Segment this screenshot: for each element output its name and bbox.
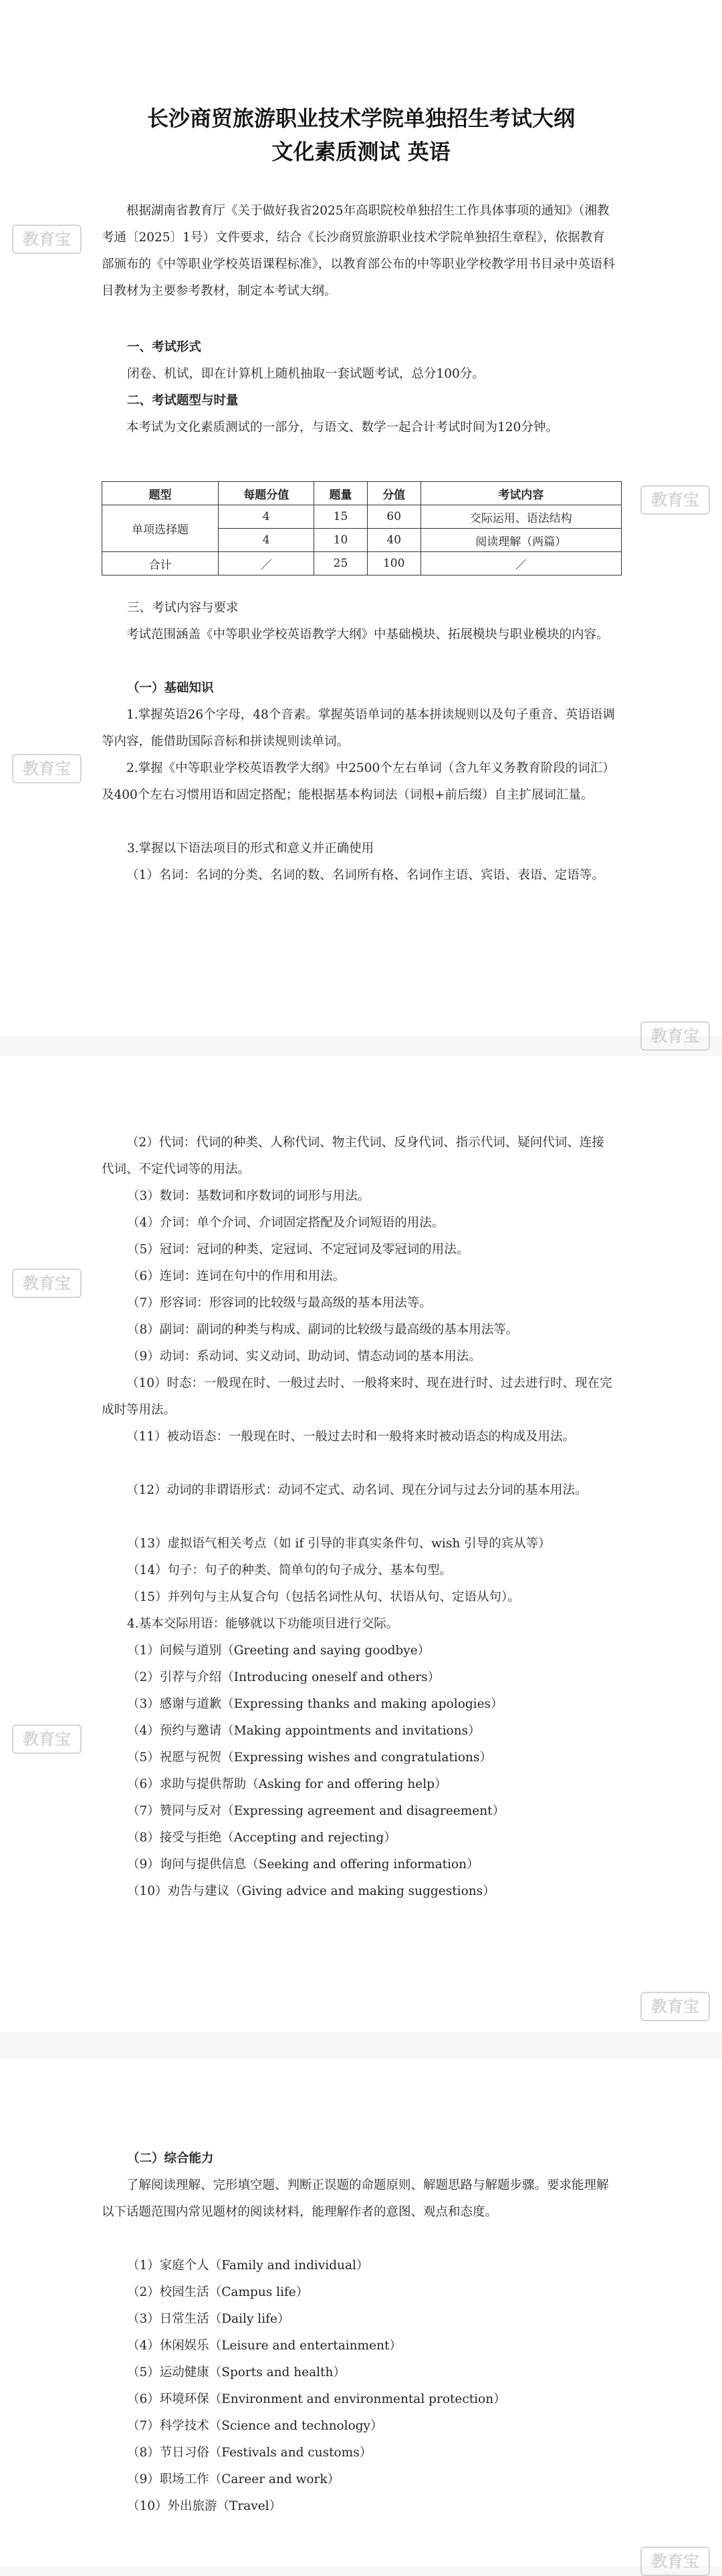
question-types-text: 本考试为文化素质测试的一部分，与语文、数学一起合计考试时间为120分钟。: [126, 420, 558, 434]
grammar-item-adverbs: （8）副词：副词的种类与构成、副词的比较级与最高级的基本用法等。: [127, 1323, 519, 1337]
topic-item: （9）职场工作（Career and work）: [127, 2472, 340, 2486]
intro-paragraph: 根据湖南省教育厅《关于做好我省2025年高职院校单独招生工作具体事项的通知》（湘教考通〔2025〕1号）文件要求，结合《长沙商贸旅游职业技术学院单独招生章程》，依据教育部颁布的《中等职业学校英语课程标准》，以教育部公布的中等职业学校教学用书目录中英语科目教材为主要参考教材，制定本考试大纲。: [102, 204, 615, 298]
table-cell: ／: [219, 552, 314, 575]
exam-form-text: 闭卷、机试，即在计算机上随机抽取一套试题考试，总分100分。: [127, 367, 485, 381]
section-heading-exam-form: 一、考试形式: [127, 340, 202, 354]
topic-item: （4）休闲娱乐（Leisure and entertainment）: [127, 2339, 402, 2353]
function-item: （10）劝告与建议（Giving advice and making suggestions）: [127, 1884, 495, 1898]
topic-item: （1）家庭个人（Family and individual）: [127, 2259, 369, 2273]
grammar-item-clauses: （15）并列句与主从复合句（包括名词性从句、状语从句、定语从句）。: [127, 1590, 520, 1604]
grammar-item-adjectives: （7）形容词：形容词的比较级与最高级的基本用法等。: [127, 1296, 432, 1310]
watermark-logo: 教育宝: [640, 2547, 710, 2576]
function-item: （5）祝愿与祝贺（Expressing wishes and congratulations）: [127, 1751, 492, 1765]
watermark-logo: 教育宝: [640, 485, 710, 515]
exam-structure-table: [102, 481, 622, 575]
watermark-logo: 教育宝: [640, 1992, 710, 2021]
function-item: （3）感谢与道歉（Expressing thanks and making apologies）: [127, 1697, 503, 1711]
section-heading-question-types: 二、考试题型与时量: [127, 394, 239, 408]
watermark-logo: 教育宝: [12, 225, 82, 254]
table-cell: ／: [420, 552, 621, 575]
table-cell: 合计: [102, 552, 219, 575]
table-header-cell: 题型: [102, 482, 219, 505]
topic-item: （3）日常生活（Daily life）: [127, 2312, 290, 2326]
function-item: （6）求助与提供帮助（Asking for and offering help）: [127, 1777, 447, 1791]
function-item: （1）问候与道别（Greeting and saying goodbye）: [127, 1644, 431, 1658]
grammar-item-nonfinite: （12）动词的非谓语形式：动词不定式、动名词、现在分词与过去分词的基本用法。: [126, 1483, 588, 1497]
table-row: [102, 505, 622, 529]
table-header-cell: 每题分值: [219, 482, 314, 505]
table-cell: 40: [367, 529, 420, 552]
subsection-heading-ability: （二）综合能力: [127, 2152, 214, 2166]
grammar-item-passive: （11）被动语态：一般现在时、一般过去时和一般将来时被动语态的构成及用法。: [126, 1430, 576, 1444]
watermark-logo: 教育宝: [12, 1724, 82, 1754]
watermark-logo: 教育宝: [12, 754, 82, 783]
grammar-item-prepositions: （4）介词：单个介词、介词固定搭配及介词短语的用法。: [127, 1216, 445, 1230]
grammar-item-verbs: （9）动词：系动词、实义动词、助动词、情态动词的基本用法。: [127, 1349, 481, 1364]
document-page-2: [0, 1056, 722, 2032]
topic-item: （7）科学技术（Science and technology）: [127, 2419, 383, 2433]
section-heading-content: 三、考试内容与要求: [127, 601, 239, 615]
ability-paragraph: 了解阅读理解、完形填空题、判断正误题的命题原则、解题思路与解题步骤。要求能理解以下话题范围内常见题材的阅读材料，能理解作者的意图、观点和态度。: [102, 2178, 609, 2219]
topic-item: （10）外出旅游（Travel）: [127, 2499, 282, 2513]
topic-item: （6）环境环保（Environment and environmental protection）: [127, 2392, 506, 2406]
table-cell: 60: [367, 505, 420, 529]
watermark-logo: 教育宝: [640, 1021, 710, 1051]
watermark-logo: 教育宝: [12, 1269, 82, 1298]
table-header-cell: 分值: [367, 482, 420, 505]
table-cell: 交际运用、语法结构: [420, 505, 621, 529]
grammar-item-conjunctions: （6）连词：连词在句中的作用和用法。: [127, 1269, 346, 1283]
table-cell: 4: [219, 529, 314, 552]
table-cell-type: 单项选择题: [102, 505, 219, 552]
knowledge-item-3: 3.掌握以下语法项目的形式和意义并正确使用: [127, 842, 374, 856]
document-page-1: [0, 0, 722, 1045]
function-item: （7）赞同与反对（Expressing agreement and disagreement）: [127, 1804, 505, 1818]
table-header-cell: 题量: [314, 482, 368, 505]
grammar-item-nouns: （1）名词：名词的分类、名词的数、名词所有格、名词作主语、宾语、表语、定语等。: [126, 868, 604, 882]
document-page-3: [0, 2059, 722, 2571]
topic-item: （5）运动健康（Sports and health）: [127, 2365, 346, 2379]
document-title: 长沙商贸旅游职业技术学院单独招生考试大纲: [146, 106, 575, 131]
grammar-item-numerals: （3）数词：基数词和序数词的词形与用法。: [127, 1189, 370, 1203]
table-cell: 10: [314, 529, 368, 552]
grammar-item-tenses: （10）时态：一般现在时、一般过去时、一般将来时、现在进行时、过去进行时、现在完成时等用法。: [102, 1376, 612, 1417]
knowledge-item-1: 1.掌握英语26个字母，48个音素。掌握英语单词的基本拼读规则以及句子重音、英语语调等内容，能借助国际音标和拼读规则读单词。: [102, 708, 615, 749]
table-cell: 4: [219, 505, 314, 529]
topic-item: （8）节日习俗（Festivals and customs）: [127, 2446, 372, 2460]
grammar-item-pronouns: （2）代词：代词的种类、人称代词、物主代词、反身代词、指示代词、疑问代词、连接代词、不定代词等的用法。: [102, 1136, 604, 1176]
table-header-row: [102, 482, 622, 505]
table-cell: 100: [367, 552, 420, 575]
function-item: （9）询问与提供信息（Seeking and offering information）: [127, 1857, 479, 1872]
topic-item: （2）校园生活（Campus life）: [127, 2285, 309, 2299]
grammar-item-articles: （5）冠词：冠词的种类、定冠词、不定冠词及零冠词的用法。: [127, 1243, 469, 1257]
knowledge-item-2: 2.掌握《中等职业学校英语教学大纲》中2500个左右单词（含九年义务教育阶段的词汇）及400个左右习惯用语和固定搭配；能根据基本构词法（词根+前后缀）自主扩展词汇量。: [102, 761, 615, 802]
table-cell: 15: [314, 505, 368, 529]
function-item: （4）预约与邀请（Making appointments and invitations）: [127, 1724, 481, 1738]
function-item: （8）接受与拒绝（Accepting and rejecting）: [127, 1831, 396, 1845]
table-header-cell: 考试内容: [420, 482, 621, 505]
grammar-item-subjunctive: （13）虚拟语气相关考点（如 if 引导的非真实条件句、wish 引导的宾从等）: [127, 1537, 551, 1551]
grammar-item-sentences: （14）句子：句子的种类、简单句的句子成分、基本句型。: [127, 1563, 453, 1577]
table-cell: 阅读理解（两篇）: [420, 529, 621, 552]
content-scope-text: 考试范围涵盖《中等职业学校英语教学大纲》中基础模块、拓展模块与职业模块的内容。: [126, 628, 609, 642]
subsection-heading-basics: （一）基础知识: [127, 681, 214, 695]
document-subtitle: 文化素质测试 英语: [271, 139, 451, 164]
table-cell: 25: [314, 552, 368, 575]
table-total-row: [102, 552, 622, 575]
function-item: （2）引荐与介绍（Introducing oneself and others）: [127, 1670, 441, 1684]
knowledge-item-4: 4.基本交际用语：能够就以下功能项目进行交际。: [127, 1617, 399, 1631]
